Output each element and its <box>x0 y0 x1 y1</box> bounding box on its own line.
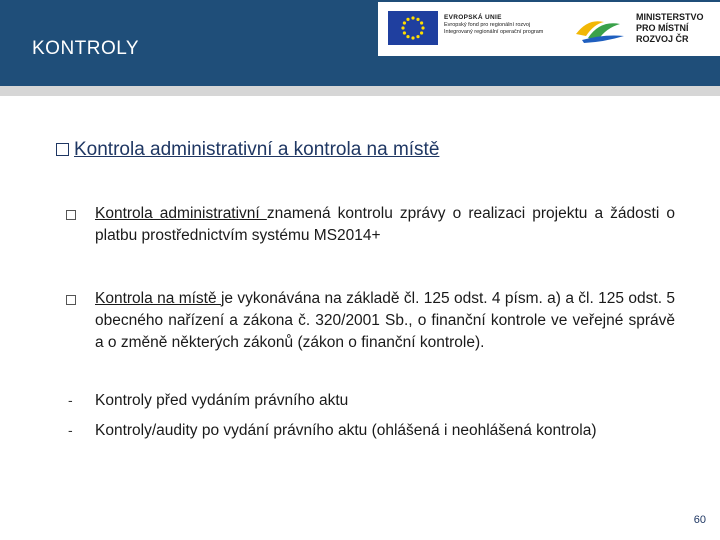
item-after-act: Kontroly/audity po vydání právního aktu (ohlášená i neohlášená kontrola) <box>95 422 597 439</box>
checkbox-bullet-icon <box>56 143 69 156</box>
item-onsite-term: Kontrola na místě <box>95 290 221 307</box>
dash-bullet: - <box>68 422 73 438</box>
header-divider <box>0 86 720 96</box>
logo-strip <box>378 2 720 56</box>
page-title: KONTROLY <box>32 38 140 59</box>
item-administrative-text: znamená kontrolu zprávy o realizaci projektu a žádosti o platbu prostřednictvím systému MS2014+ <box>95 205 675 244</box>
ministry-logo-text <box>636 12 704 45</box>
section-heading <box>56 139 439 161</box>
eu-logo-line1: EVROPSKÁ UNIE <box>444 14 502 21</box>
ministry-logo-line1: MINISTERSTVO <box>636 12 704 22</box>
item-onsite <box>95 288 675 354</box>
item-administrative <box>95 203 675 247</box>
page-number: 60 <box>693 514 706 526</box>
eu-logo-line2: Evropský fond pro regionální rozvoj <box>444 21 531 28</box>
ministry-emblem-icon <box>574 14 626 44</box>
item-before-act: Kontroly před vydáním právního aktu <box>95 392 349 409</box>
section-heading-text: Kontrola administrativní a kontrola na místě <box>74 139 440 160</box>
ministry-logo-line3: ROZVOJ ČR <box>636 34 689 44</box>
item-onsite-text: je vykonávána na základě čl. 125 odst. 4 písm. a) a čl. 125 odst. 5 obecného nařízení a zákona č. 320/2001 Sb., o finanční kontrole ve veřejné správě a o změně některých zákonů (zákon o finanční kontrole). <box>95 290 675 351</box>
eu-flag-icon <box>388 11 438 45</box>
eu-logo-text <box>444 14 584 37</box>
dash-bullet: - <box>68 392 73 408</box>
square-bullet-icon <box>66 295 76 305</box>
eu-logo-line3: Integrovaný regionální operační program <box>444 29 544 35</box>
square-bullet-icon <box>66 210 76 220</box>
ministry-logo-line2: PRO MÍSTNÍ <box>636 23 689 33</box>
item-administrative-term: Kontrola administrativní <box>95 205 267 222</box>
header-bar <box>0 0 720 86</box>
